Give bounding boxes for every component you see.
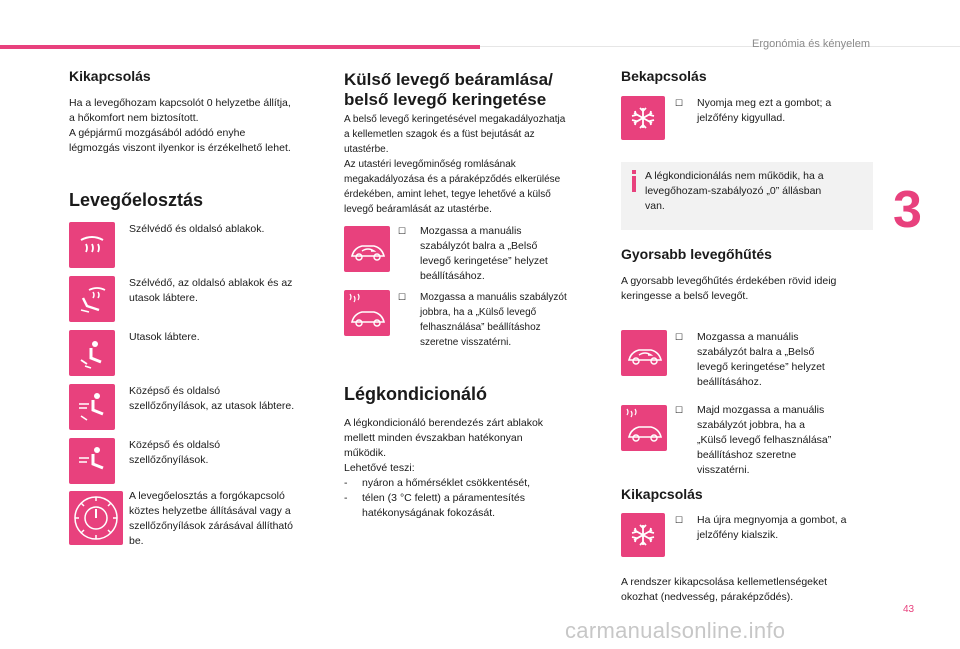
info-text: [645, 169, 865, 214]
intro-line: a kellemetlen szagok és a füst bejutását az: [344, 129, 535, 140]
fast-step-1: [675, 330, 875, 390]
chapter-number: 3: [893, 181, 922, 239]
header-rule: [480, 46, 960, 47]
intro-line: érdekében, amint lehet, tegye lehetővé a külső: [344, 189, 551, 200]
distribution-item-6-text: [129, 489, 329, 549]
step-line: beállításhoz szeretne: [697, 449, 797, 461]
vents-feet-icon: [69, 384, 115, 430]
bullet-mark: ☐: [675, 332, 684, 342]
step-line: jelzőfény kialszik.: [697, 529, 779, 541]
item-line: szellőzőnyílások.: [129, 454, 209, 466]
heading-air-conditioning: Légkondicionáló: [344, 384, 488, 404]
on-step: [675, 96, 875, 126]
off-line: légmozgás viszont ilyenkor is érzékelhető lehet.: [69, 142, 291, 154]
off-note: [621, 575, 881, 605]
step-line: szabályzót balra a „Belső: [420, 240, 538, 252]
off-line: Ha a levegőhozam kapcsolót 0 helyzetbe állítja,: [69, 97, 291, 109]
intro-line: Az utastéri levegőminőség romlásának: [344, 159, 516, 170]
feet-icon: [69, 330, 115, 376]
item-line: szellőzőnyílások zárásával állítható: [129, 520, 294, 532]
item-line: A levegőelosztás a forgókapcsoló: [129, 490, 285, 502]
off-line: A gépjármű mozgásából adódó enyhe: [69, 127, 246, 139]
step-line: Majd mozgassa a manuális: [697, 404, 825, 416]
info-box: [621, 162, 873, 230]
item-line: Középső és oldalsó: [129, 439, 221, 451]
heading-on: Bekapcsolás: [621, 68, 707, 84]
intro-line: levegő beáramlását az utastérbe.: [344, 204, 492, 215]
off-line: a hőkomfort nem biztosított.: [69, 112, 199, 124]
faster-cooling-paragraph: [621, 274, 881, 304]
item-line: Középső és oldalsó: [129, 385, 221, 397]
step-line: Mozgassa a manuális: [697, 331, 799, 343]
air-intake-step-1: [398, 224, 598, 284]
step-line: szabályzót jobbra, ha a: [697, 419, 805, 431]
ac-snowflake-icon: [621, 513, 665, 557]
list-dash: -: [344, 492, 348, 504]
intro-line: megakadályozása és a páraképződés elkerülése: [344, 174, 561, 185]
heading-faster-cooling: Gyorsabb levegőhűtés: [621, 246, 772, 262]
bullet-mark: ☐: [398, 226, 407, 236]
heading-air-distribution: Levegőelosztás: [69, 190, 204, 210]
step-line: „Külső levegő felhasználása”: [697, 434, 832, 446]
header-accent-bar: [0, 45, 480, 49]
distribution-item-3-text: [129, 330, 329, 345]
ac-line: A légkondicionáló berendezés zárt ablakok: [344, 417, 544, 429]
rotary-dial-icon: [69, 491, 123, 545]
item-line: Utasok lábtere.: [129, 331, 200, 343]
step-line: szeretne visszatérni.: [420, 337, 512, 348]
distribution-item-1-text: [129, 222, 329, 237]
page-number: 43: [903, 604, 915, 615]
bullet-mark: ☐: [675, 98, 684, 108]
info-icon: [629, 170, 639, 192]
fast-line: A gyorsabb levegőhűtés érdekében rövid ideig: [621, 275, 837, 287]
item-line: be.: [129, 535, 144, 547]
intro-line: A belső levegő keringetésével megakadályozhatja: [344, 114, 566, 125]
step-line: Mozgassa a manuális szabályzót: [420, 292, 567, 303]
step-line: jobbra, ha a „Külső levegő: [420, 307, 537, 318]
item-line: szellőzőnyílások, az utasok lábtere.: [129, 400, 295, 412]
outside-air-icon: [621, 405, 667, 451]
watermark: carmanualsonline.info: [565, 618, 786, 643]
bullet-mark: ☐: [675, 515, 684, 525]
item-line: utasok lábtere.: [129, 292, 198, 304]
heading-off-ac: Kikapcsolás: [621, 486, 703, 502]
off-paragraph: [69, 96, 329, 156]
off-step: [675, 513, 880, 543]
step-line: levegő keringetése” helyzet: [697, 361, 825, 373]
step-line: szabályzót balra a „Belső: [697, 346, 815, 358]
bullet-mark: ☐: [398, 292, 407, 302]
distribution-item-4-text: [129, 384, 329, 414]
ac-paragraph: [344, 416, 604, 521]
air-intake-paragraph: [344, 112, 604, 217]
item-line: Szélvédő, az oldalsó ablakok és az: [129, 277, 293, 289]
ac-snowflake-icon: [621, 96, 665, 140]
step-line: felhasználása” beállításhoz: [420, 322, 541, 333]
step-line: Ha újra megnyomja a gombot, a: [697, 514, 847, 526]
ac-line: működik.: [344, 447, 387, 459]
heading-line: Külső levegő beáramlása/: [344, 70, 553, 89]
note-line: okozhat (nedvesség, páraképződés).: [621, 591, 794, 603]
intro-line: utastérbe.: [344, 144, 389, 155]
bullet-mark: ☐: [675, 405, 684, 415]
step-line: levegő keringetése” helyzet: [420, 255, 548, 267]
recirculation-icon: [621, 330, 667, 376]
ac-list-item: - nyáron a hőmérséklet csökkentését,: [344, 477, 531, 489]
air-intake-step-2: [398, 290, 603, 350]
step-line: visszatérni.: [697, 464, 750, 476]
fast-step-2: [675, 403, 875, 478]
recirculation-icon: [344, 226, 390, 272]
outside-air-icon: [344, 290, 390, 336]
section-title: Ergonómia és kényelem: [751, 38, 870, 50]
ac-line: Lehetővé teszi:: [344, 462, 415, 474]
note-line: A rendszer kikapcsolása kellemetlenségeket: [621, 576, 828, 588]
heading-air-intake: [344, 70, 553, 110]
windshield-feet-icon: [69, 276, 115, 322]
info-line: A légkondicionálás nem működik, ha a: [645, 170, 824, 182]
step-line: Mozgassa a manuális: [420, 225, 522, 237]
windshield-defrost-icon: [69, 222, 115, 268]
list-dash: -: [344, 477, 348, 489]
info-line: van.: [645, 200, 665, 212]
heading-line: belső levegő keringetése: [344, 90, 547, 109]
fast-line: keringesse a belső levegőt.: [621, 290, 749, 302]
step-line: Nyomja meg ezt a gombot; a: [697, 97, 832, 109]
heading-off: Kikapcsolás: [69, 68, 151, 84]
ac-line: mellett minden évszakban hatékonyan: [344, 432, 523, 444]
distribution-item-2-text: [129, 276, 329, 306]
ac-list-item: - télen (3 °C felett) a páramentesítés hatékonyságának fokozását.: [344, 492, 525, 519]
item-line: Szélvédő és oldalsó ablakok.: [129, 223, 265, 235]
item-line: köztes helyzetbe állításával vagy a: [129, 505, 291, 517]
distribution-item-5-text: [129, 438, 329, 468]
step-line: beállításához.: [420, 270, 485, 282]
info-line: levegőhozam-szabályozó „0” állásban: [645, 185, 822, 197]
step-line: jelzőfény kigyullad.: [697, 112, 786, 124]
step-line: beállításához.: [697, 376, 762, 388]
vents-icon: [69, 438, 115, 484]
